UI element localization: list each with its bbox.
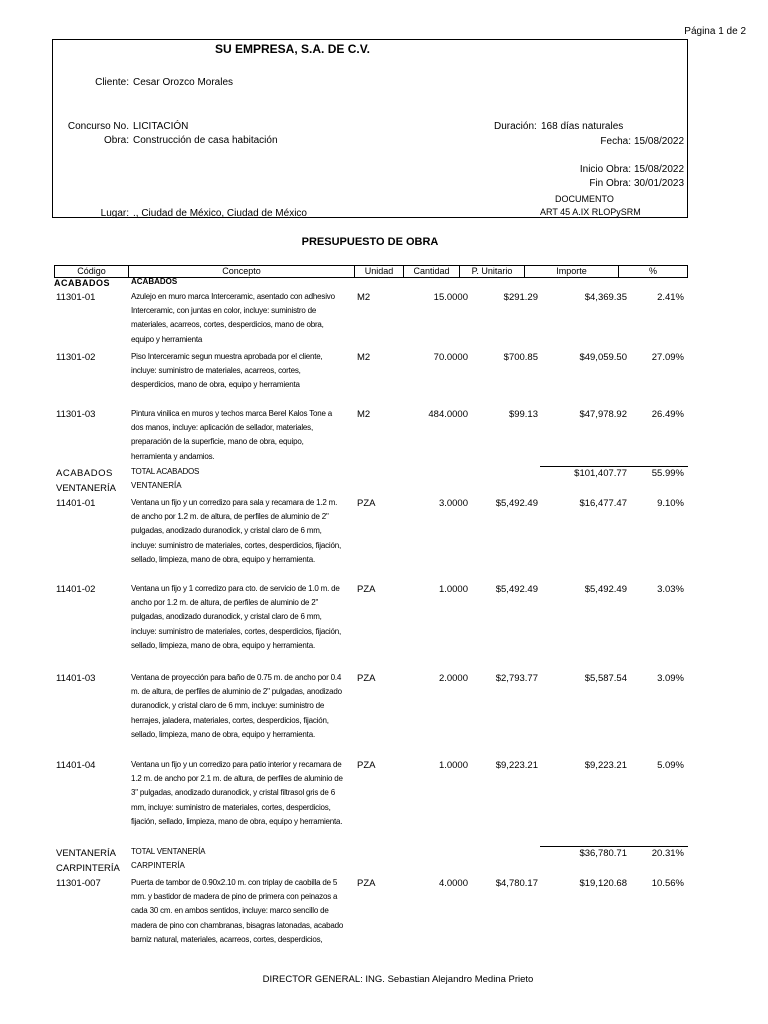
item-unit-price: $2,793.77	[495, 673, 538, 684]
item-quantity: 3.0000	[438, 498, 468, 509]
documento-label: DOCUMENTO	[555, 194, 614, 204]
item-unit-price: $291.29	[503, 292, 538, 303]
page-title: PRESUPUESTO DE OBRA	[301, 236, 439, 248]
item-quantity: 1.0000	[438, 584, 468, 595]
item-unit: PZA	[357, 760, 376, 771]
item-code: 11401-03	[56, 673, 96, 684]
lugar-value: ., Ciudad de México, Ciudad de México	[133, 208, 307, 219]
section-name: ACABADOS	[131, 277, 178, 286]
item-code: 11301-01	[56, 292, 96, 303]
section-name: CARPINTERÍA	[131, 861, 185, 870]
item-concept: Ventana un fijo y 1 corredizo para cto. de servicio de 1.0 m. de ancho por 1.2 m. de altura, de perfiles de aluminio de 2" pulgadas, anodizado duranodick, y cristal claro de 6 mm, incluye: suministro de materiales, cortes, desperdicios, fijación, sellado, limpieza, mano de obra, equipo y herramienta.	[131, 584, 342, 650]
section-name: VENTANERÍA	[131, 481, 182, 490]
total-code: VENTANERÍA	[56, 848, 117, 859]
item-unit-price: $99.13	[508, 409, 538, 420]
total-amount: $36,780.71	[579, 848, 627, 859]
item-unit-price: $5,492.49	[495, 498, 538, 509]
item-amount: $5,587.54	[584, 673, 627, 684]
item-concept: Ventana un fijo y un corredizo para sala y recamara de 1.2 m. de ancho por 1.2 m. de altura, de perfiles de aluminio de 2" pulgadas, anodizado duranodick, y cristal claro de 6 mm, incluye: suministro de materiales, cortes, desperdicios, fijación, sellado, limpieza, mano de obra, equipo y herramienta.	[131, 498, 342, 564]
column-header: P. Unitario	[460, 266, 525, 277]
inicio-obra-label: Inicio Obra:	[579, 164, 631, 175]
concurso-label: Concurso No.	[67, 121, 129, 132]
item-quantity: 484.0000	[428, 409, 468, 420]
item-code: 11401-02	[56, 584, 96, 595]
item-code: 11301-02	[56, 352, 96, 363]
item-quantity: 2.0000	[438, 673, 468, 684]
item-quantity: 70.0000	[433, 352, 468, 363]
item-amount: $9,223.21	[584, 760, 627, 771]
item-unit-price: $5,492.49	[495, 584, 538, 595]
item-percent: 10.56%	[651, 878, 684, 889]
item-concept: Piso Interceramic segun muestra aprobada por el cliente, incluye: suministro de materiales, acarreos, cortes, desperdicios, mano de obra, equipo y herramienta	[131, 352, 323, 390]
item-quantity: 4.0000	[438, 878, 468, 889]
item-quantity: 1.0000	[438, 760, 468, 771]
item-unit: PZA	[357, 498, 376, 509]
item-unit: M2	[357, 352, 371, 363]
total-amount: $101,407.77	[574, 468, 627, 479]
item-percent: 5.09%	[657, 760, 684, 771]
item-percent: 27.09%	[651, 352, 684, 363]
item-unit: M2	[357, 409, 371, 420]
column-header: Concepto	[129, 266, 355, 277]
section-code: CARPINTERÍA	[56, 863, 120, 874]
total-divider	[540, 846, 688, 847]
lugar-label: Lugar:	[100, 208, 129, 219]
item-unit-price: $9,223.21	[495, 760, 538, 771]
item-amount: $19,120.68	[579, 878, 627, 889]
duracion-label: Duración:	[494, 121, 537, 132]
total-percent: 20.31%	[651, 848, 684, 859]
item-concept: Ventana un fijo y un corredizo para patio interior y recamara de 1.2 m. de ancho por 2.1 m. de altura, de perfiles de aluminio de 3" pulgadas, anodizado duranodick, y cristal filtrasol gris de 6 mm, incluye: suministro de materiales, cortes, desperdicios, fijación, sellado, limpieza, mano de obra, equipo y herramienta.	[131, 760, 343, 826]
item-percent: 9.10%	[657, 498, 684, 509]
item-concept: Pintura vinilica en muros y techos marca Berel Kalos Tone a dos manos, incluye: aplicación de sellador, materiales, preparación de la superficie, mano de obra, equipo, herramienta y andamios.	[131, 409, 333, 461]
item-percent: 3.09%	[657, 673, 684, 684]
item-unit-price: $4,780.17	[495, 878, 538, 889]
fin-obra-label: Fin Obra:	[589, 178, 631, 189]
item-code: 11401-01	[56, 498, 96, 509]
section-code: ACABADOS	[54, 278, 111, 288]
fecha-value: 15/08/2022	[634, 136, 685, 147]
item-percent: 2.41%	[657, 292, 684, 303]
column-header: Unidad	[355, 266, 404, 277]
total-label: TOTAL ACABADOS	[131, 467, 200, 476]
column-header: Cantidad	[404, 266, 460, 277]
obra-label: Obra:	[103, 135, 129, 146]
item-unit: PZA	[357, 584, 376, 595]
fin-obra-value: 30/01/2023	[634, 178, 685, 189]
column-header: Código	[55, 266, 129, 277]
item-unit-price: $700.85	[503, 352, 538, 363]
item-percent: 3.03%	[657, 584, 684, 595]
documento-value: ART 45 A.IX RLOPySRM	[540, 207, 641, 217]
cliente-label: Cliente:	[95, 77, 129, 88]
item-amount: $49,059.50	[579, 352, 627, 363]
item-unit: PZA	[357, 673, 376, 684]
item-amount: $5,492.49	[584, 584, 627, 595]
item-percent: 26.49%	[651, 409, 684, 420]
item-unit: M2	[357, 292, 371, 303]
total-code: ACABADOS	[56, 468, 113, 479]
column-header: Importe	[525, 266, 619, 277]
section-code: VENTANERÍA	[56, 483, 117, 494]
item-unit: PZA	[357, 878, 376, 889]
item-concept: Azulejo en muro marca Interceramic, asentado con adhesivo Interceramic, con juntas en color, incluye: suministro de materiales, acarreos, cortes, desperdicios, mano de obra, equipo y herramienta	[131, 292, 335, 344]
duracion-value: 168 días naturales	[541, 121, 624, 132]
item-amount: $47,978.92	[579, 409, 627, 420]
total-label: TOTAL VENTANERÍA	[131, 847, 206, 856]
item-amount: $4,369.35	[584, 292, 627, 303]
page-number: Página 1 de 2	[684, 26, 746, 37]
total-percent: 55.99%	[651, 468, 684, 479]
item-amount: $16,477.47	[579, 498, 627, 509]
obra-value: Construcción de casa habitación	[133, 135, 278, 146]
concurso-value: LICITACIÓN	[133, 121, 189, 132]
item-concept: Ventana de proyección para baño de 0.75 m. de ancho por 0.4 m. de altura, de perfiles de aluminio de 2" pulgadas, anodizado duranodick, y cristal claro de 6 mm, incluye: suministro de herrajes, jaladera, materiales, cortes, desperdicios, fijación, sellado, limpieza, mano de obra, equipo y herramienta.	[131, 673, 342, 739]
footer-signature: DIRECTOR GENERAL: ING. Sebastian Alejandro Medina Prieto	[262, 974, 534, 985]
item-code: 11301-03	[56, 409, 96, 420]
fecha-label: Fecha:	[600, 136, 631, 147]
item-code: 11301-007	[56, 878, 101, 889]
total-divider	[540, 466, 688, 467]
inicio-obra-value: 15/08/2022	[634, 164, 685, 175]
company-name: SU EMPRESA, S.A. DE C.V.	[215, 42, 370, 56]
column-header: %	[648, 266, 657, 276]
item-quantity: 15.0000	[433, 292, 468, 303]
cliente-value: Cesar Orozco Morales	[133, 77, 234, 88]
item-concept: Puerta de tambor de 0.90x2.10 m. con triplay de caobilla de 5 mm. y bastidor de madera de pino de primera con peinazos a cada 30 cm. en ambos sentidos, incluye: marco sencillo de madera de pino con chambranas, bisagras latonadas, acabado barniz natural, materiales, acarreos, cortes, desperdicios,	[131, 878, 344, 944]
item-code: 11401-04	[56, 760, 96, 771]
